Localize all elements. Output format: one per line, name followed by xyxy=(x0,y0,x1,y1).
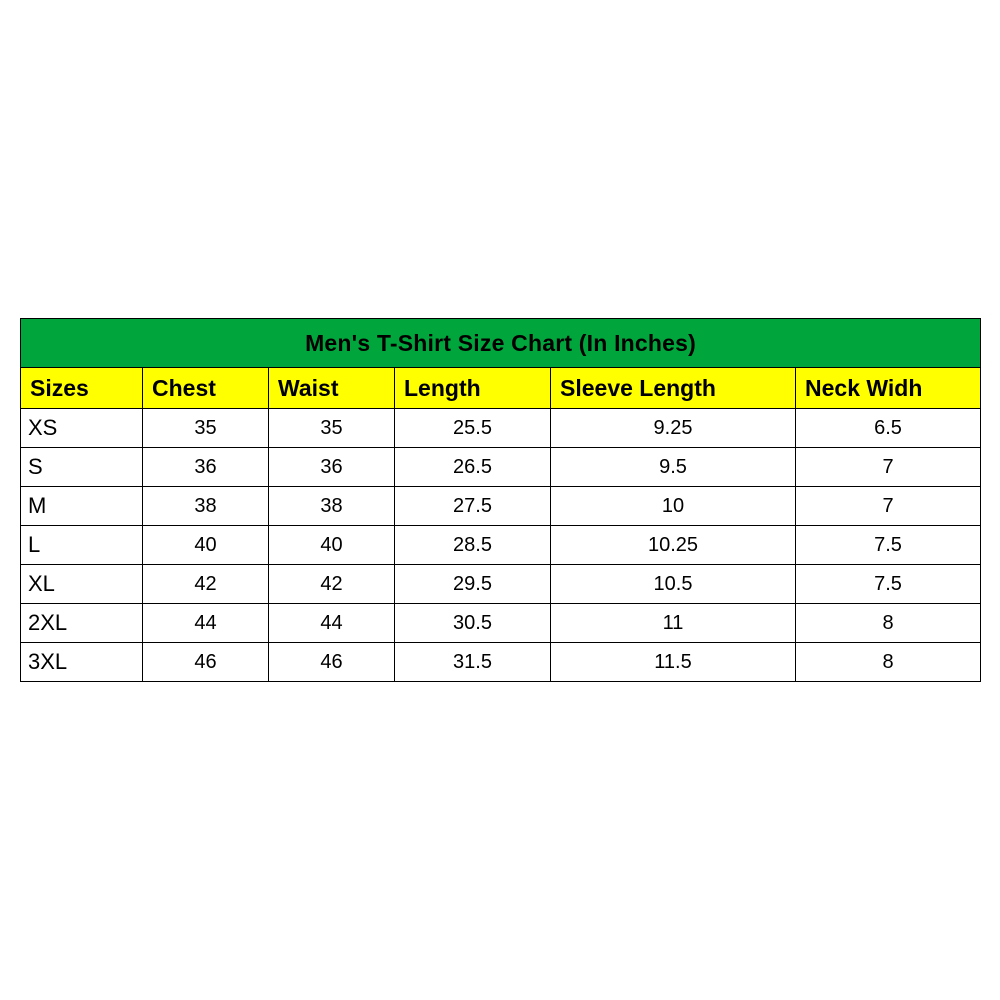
sleeve-length-value: 10 xyxy=(551,487,796,526)
table-header-row xyxy=(21,368,981,409)
neck-width-value: 7.5 xyxy=(796,565,981,604)
neck-width-value: 8 xyxy=(796,604,981,643)
length-value: 30.5 xyxy=(395,604,551,643)
length-value: 27.5 xyxy=(395,487,551,526)
sleeve-length-value: 10.25 xyxy=(551,526,796,565)
size-label: S xyxy=(21,448,143,487)
chest-value: 38 xyxy=(143,487,269,526)
waist-value: 40 xyxy=(269,526,395,565)
waist-value: 36 xyxy=(269,448,395,487)
column-header-waist: Waist xyxy=(269,368,395,409)
chest-value: 40 xyxy=(143,526,269,565)
size-label: 2XL xyxy=(21,604,143,643)
sleeve-length-value: 9.5 xyxy=(551,448,796,487)
waist-value: 42 xyxy=(269,565,395,604)
table-row xyxy=(21,448,981,487)
table-row xyxy=(21,409,981,448)
table-row xyxy=(21,526,981,565)
size-label: M xyxy=(21,487,143,526)
table-row xyxy=(21,643,981,682)
neck-width-value: 7.5 xyxy=(796,526,981,565)
neck-width-value: 7 xyxy=(796,487,981,526)
size-chart-container xyxy=(20,318,980,682)
waist-value: 44 xyxy=(269,604,395,643)
length-value: 29.5 xyxy=(395,565,551,604)
sleeve-length-value: 9.25 xyxy=(551,409,796,448)
size-label: L xyxy=(21,526,143,565)
neck-width-value: 8 xyxy=(796,643,981,682)
waist-value: 35 xyxy=(269,409,395,448)
length-value: 25.5 xyxy=(395,409,551,448)
neck-width-value: 6.5 xyxy=(796,409,981,448)
waist-value: 38 xyxy=(269,487,395,526)
chest-value: 44 xyxy=(143,604,269,643)
chest-value: 36 xyxy=(143,448,269,487)
chest-value: 46 xyxy=(143,643,269,682)
waist-value: 46 xyxy=(269,643,395,682)
length-value: 31.5 xyxy=(395,643,551,682)
chest-value: 42 xyxy=(143,565,269,604)
table-row xyxy=(21,565,981,604)
table-title-row xyxy=(21,319,981,368)
column-header-neck-width: Neck Widh xyxy=(796,368,981,409)
sleeve-length-value: 11 xyxy=(551,604,796,643)
neck-width-value: 7 xyxy=(796,448,981,487)
column-header-length: Length xyxy=(395,368,551,409)
chest-value: 35 xyxy=(143,409,269,448)
size-label: 3XL xyxy=(21,643,143,682)
size-label: XS xyxy=(21,409,143,448)
chart-title: Men's T-Shirt Size Chart (In Inches) xyxy=(21,319,981,368)
table-row xyxy=(21,604,981,643)
mens-tshirt-size-chart-table xyxy=(20,318,981,682)
size-label: XL xyxy=(21,565,143,604)
sleeve-length-value: 11.5 xyxy=(551,643,796,682)
sleeve-length-value: 10.5 xyxy=(551,565,796,604)
column-header-sizes: Sizes xyxy=(21,368,143,409)
column-header-sleeve-length: Sleeve Length xyxy=(551,368,796,409)
table-row xyxy=(21,487,981,526)
length-value: 28.5 xyxy=(395,526,551,565)
column-header-chest: Chest xyxy=(143,368,269,409)
length-value: 26.5 xyxy=(395,448,551,487)
